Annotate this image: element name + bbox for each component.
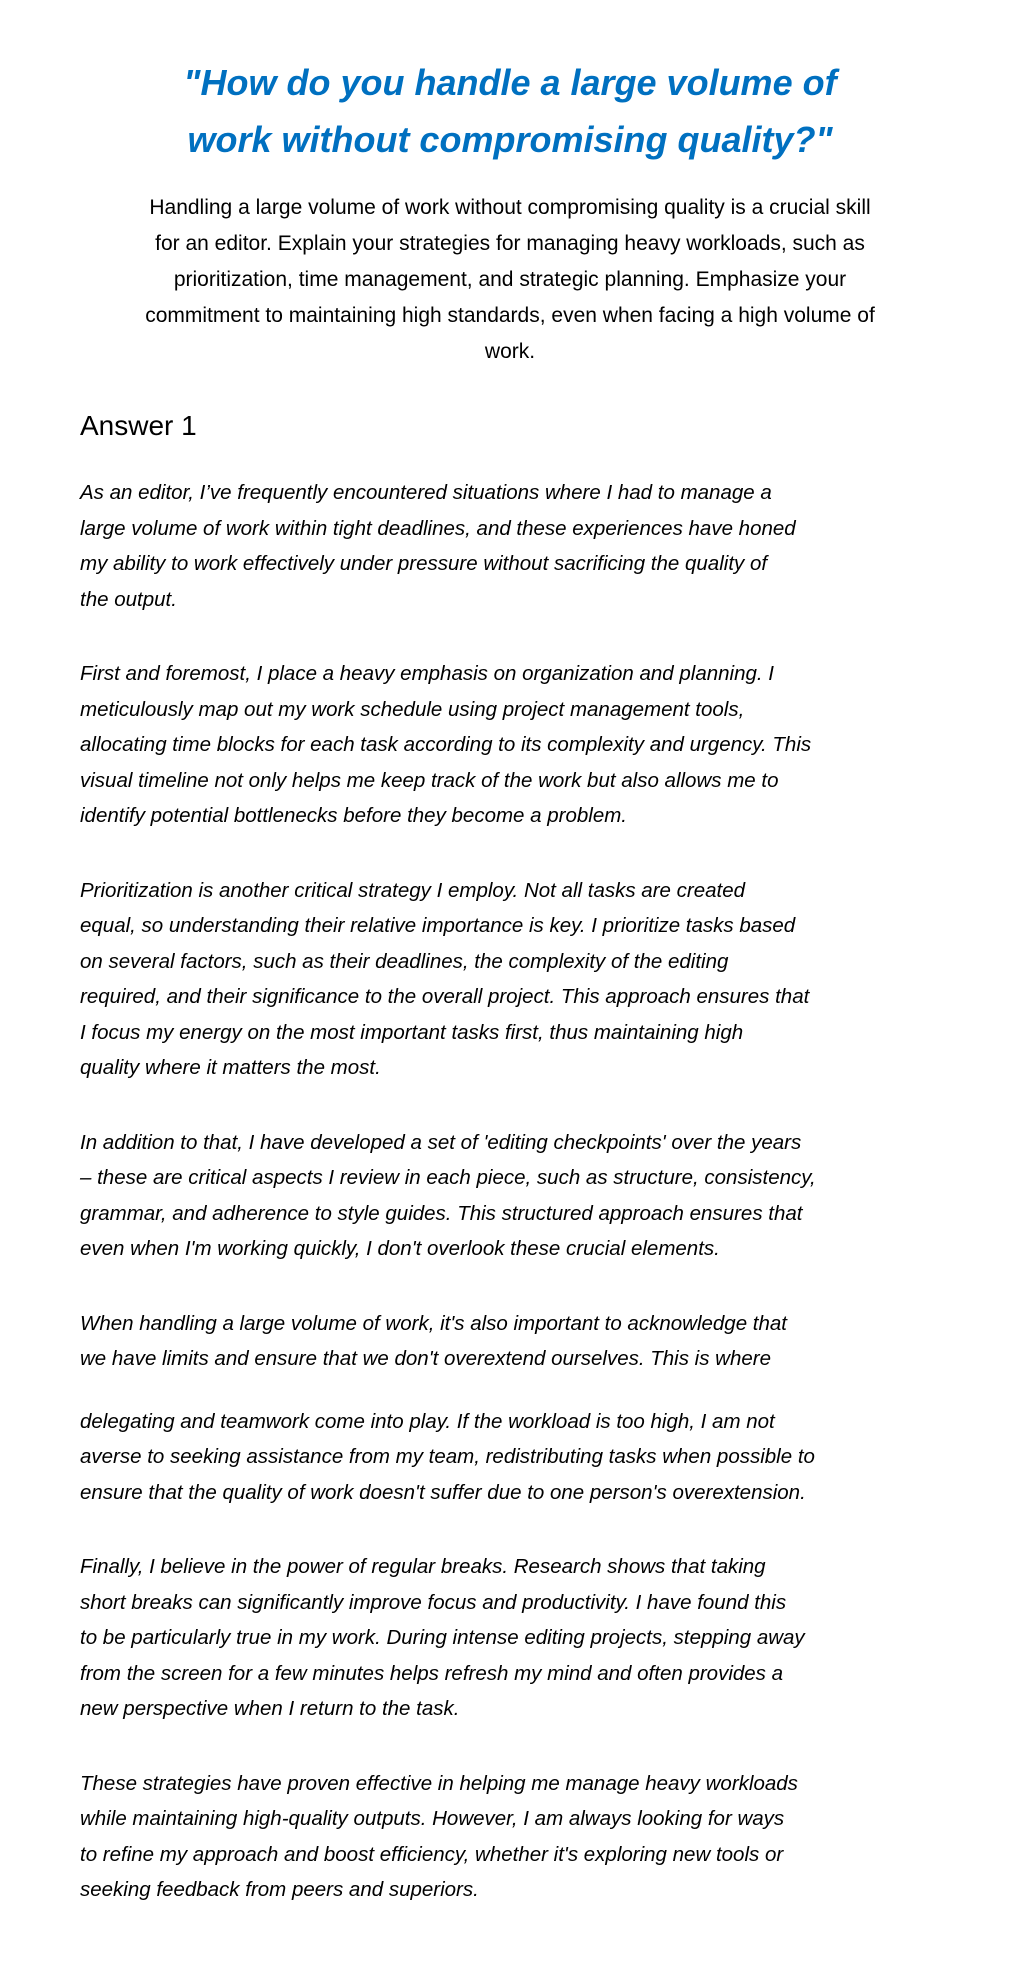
- answer-line: These strategies have proven effective in helping me manage heavy workloads: [80, 1771, 798, 1795]
- answer-line: When handling a large volume of work, it's also important to acknowledge that: [80, 1311, 787, 1335]
- answer-line: from the screen for a few minutes helps refresh my mind and often provides a: [80, 1661, 784, 1685]
- question-title-line: work without compromising quality?": [187, 119, 833, 161]
- answer-line: ensure that the quality of work doesn't suffer due to one person's overextension.: [80, 1480, 806, 1504]
- answer-paragraph: [80, 1125, 980, 1267]
- answer-paragraph: [80, 656, 980, 834]
- answer-line: First and foremost, I place a heavy emphasis on organization and planning. I: [80, 662, 774, 685]
- answer-line: visual timeline not only helps me keep track of the work but also allows me to: [80, 768, 779, 792]
- answer-line: grammar, and adherence to style guides. This structured approach ensures that: [80, 1201, 803, 1225]
- answer-line: we have limits and ensure that we don't overextend ourselves. This is where: [80, 1347, 772, 1370]
- answer-paragraph: [80, 1306, 980, 1377]
- answer-line: Finally, I believe in the power of regular breaks. Research shows that taking: [80, 1555, 766, 1578]
- question-title-line: "How do you handle a large volume of: [183, 62, 837, 104]
- answer-line: I focus my energy on the most important tasks first, thus maintaining high: [80, 1020, 744, 1044]
- answer-paragraph: [80, 1549, 980, 1727]
- answer-paragraph: [80, 1404, 980, 1511]
- answer-body: [80, 475, 980, 1947]
- answer-line: to refine my approach and boost efficiency, whether it's exploring new tools or: [80, 1842, 784, 1866]
- prompt-line: Handling a large volume of work without compromising quality is a crucial skill: [149, 196, 871, 219]
- prompt-line: work.: [484, 340, 536, 363]
- answer-line: to be particularly true in my work. During intense editing projects, stepping away: [80, 1626, 805, 1649]
- answer-paragraph: [80, 1766, 980, 1908]
- answer-line: averse to seeking assistance from my team, redistributing tasks when possible to: [80, 1445, 815, 1468]
- answer-line: allocating time blocks for each task according to its complexity and urgency. This: [80, 733, 812, 756]
- prompt-line: commitment to maintaining high standards, even when facing a high volume of: [145, 304, 875, 327]
- prompt-line: prioritization, time management, and strategic planning. Emphasize your: [173, 268, 847, 291]
- answer-paragraph: [80, 475, 980, 617]
- answer-line: equal, so understanding their relative importance is key. I prioritize tasks based: [80, 914, 796, 937]
- answer-line: seeking feedback from peers and superiors.: [80, 1878, 479, 1901]
- answer-line: while maintaining high-quality outputs. However, I am always looking for ways: [80, 1807, 785, 1830]
- answer-line: identify potential bottlenecks before they become a problem.: [80, 804, 627, 827]
- answer-line: new perspective when I return to the task.: [80, 1697, 460, 1720]
- answer-line: my ability to work effectively under pressure without sacrificing the quality of: [80, 552, 768, 575]
- answer-paragraph: [80, 873, 980, 1086]
- answer-line: meticulously map out my work schedule using project management tools,: [80, 697, 745, 721]
- answer-line: large volume of work within tight deadlines, and these experiences have honed: [80, 516, 796, 540]
- question-title: [0, 54, 1020, 168]
- answer-line: Prioritization is another critical strategy I employ. Not all tasks are created: [80, 878, 745, 902]
- answer-line: quality where it matters the most.: [80, 1056, 381, 1079]
- answer-line: required, and their significance to the overall project. This approach ensures that: [80, 985, 810, 1008]
- answer-line: delegating and teamwork come into play. If the workload is too high, I am not: [80, 1409, 775, 1433]
- answer-line: on several factors, such as their deadlines, the complexity of the editing: [80, 949, 729, 973]
- answer-heading: Answer 1: [80, 410, 197, 441]
- answer-line: even when I'm working quickly, I don't overlook these crucial elements.: [80, 1237, 720, 1260]
- question-prompt: [0, 190, 1020, 370]
- answer-line: In addition to that, I have developed a set of 'editing checkpoints' over the years: [80, 1130, 802, 1154]
- answer-line: As an editor, I’ve frequently encountered situations where I had to manage a: [80, 481, 772, 504]
- answer-line: the output.: [80, 587, 177, 611]
- answer-line: – these are critical aspects I review in each piece, such as structure, consistency,: [80, 1166, 816, 1189]
- prompt-line: for an editor. Explain your strategies for managing heavy workloads, such as: [155, 232, 865, 255]
- answer-line: short breaks can significantly improve focus and productivity. I have found this: [80, 1590, 787, 1614]
